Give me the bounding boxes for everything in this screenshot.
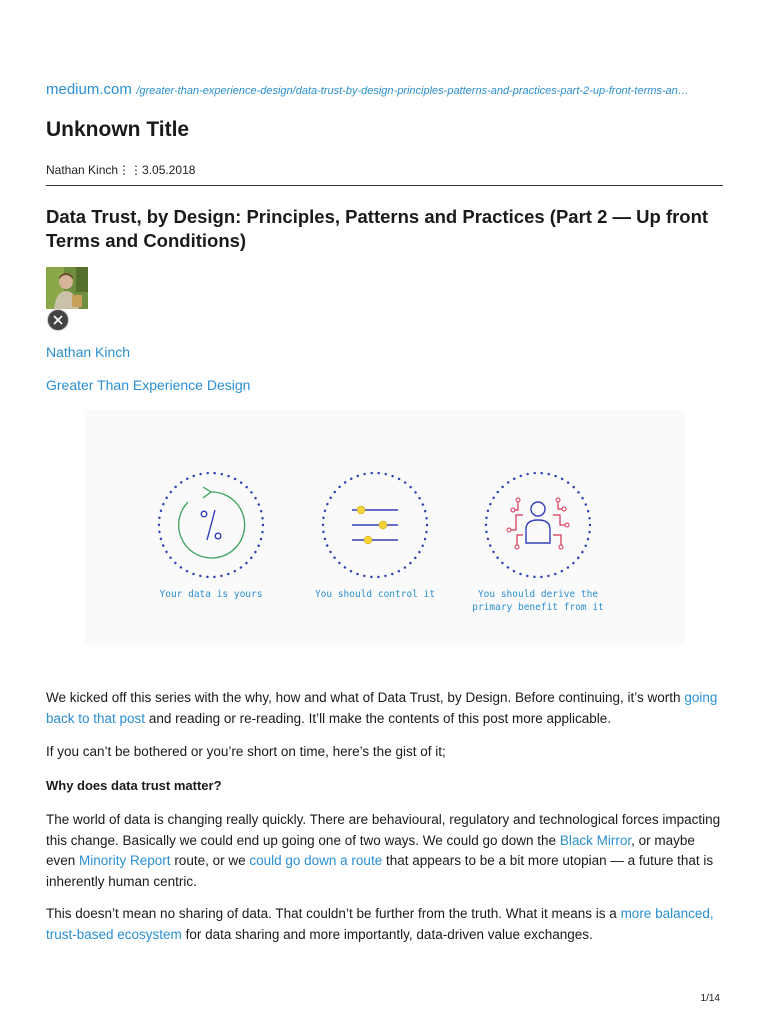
document-title: Unknown Title (46, 118, 190, 141)
text-segment: and reading or re-reading. It’ll make the contents of this post more applicable. (145, 710, 612, 726)
article-title: Data Trust, by Design: Principles, Patterns and Practices (Part 2 — Up front Terms and Conditions) (46, 206, 709, 251)
text-segment: , or maybe even (46, 832, 695, 868)
link-minority-report[interactable]: Minority Report (79, 853, 171, 868)
text-segment: that appears to be a bit more utopian — a future that is inherently human centric. (46, 853, 714, 889)
url-path[interactable]: /greater-than-experience-design/data-trust-by-design-principles-patterns-and-practices-part-2-up-front-terms-an… (136, 85, 689, 97)
caption-control: You should control it (314, 589, 436, 600)
text-segment: This doesn’t mean no sharing of data. That couldn’t be further from the truth. What it means is a (46, 906, 621, 921)
text-segment: We kicked off this series with the why, how and what of Data Trust, by Design. Before continuing, it’s worth (46, 690, 685, 705)
primary-benefit-icon (486, 473, 590, 577)
paragraph-world-of-data (46, 810, 726, 892)
text-segment: The world of data is changing really quickly. There are behavioural, regulatory and technological forces impacting this change. Basically we could end up going one of two ways. We could go down the (46, 812, 721, 848)
author-avatar[interactable] (46, 267, 88, 309)
paragraph-sharing (46, 904, 726, 945)
section-heading: Why does data trust matter? (46, 778, 222, 793)
source-url[interactable] (46, 81, 736, 99)
text-segment: route, or we (170, 853, 250, 868)
data-is-yours-icon (159, 473, 263, 577)
publication-link[interactable]: Greater Than Experience Design (46, 377, 251, 393)
hero-illustration (85, 410, 685, 645)
caption-data-yours: Your data is yours (159, 589, 263, 600)
publication-badge-icon (47, 309, 69, 331)
control-sliders-icon (323, 473, 427, 577)
caption-benefit: You should derive the primary benefit from it (472, 589, 604, 613)
author-link[interactable]: Nathan Kinch (46, 344, 131, 360)
paragraph-intro (46, 688, 726, 729)
url-domain[interactable]: medium.com (46, 81, 132, 98)
link-utopian-route[interactable]: could go down a route (249, 853, 383, 868)
text-segment: for data sharing and more importantly, data-driven value exchanges. (181, 926, 593, 942)
page-number: 1/14 (700, 993, 720, 1004)
byline: Nathan Kinch⋮⋮3.05.2018 (46, 163, 196, 177)
header-divider (46, 185, 723, 186)
link-balanced-ecosystem[interactable]: more balanced, trust-based ecosystem (46, 906, 714, 942)
link-black-mirror[interactable]: Black Mirror (559, 832, 632, 848)
paragraph-gist: If you can’t be bothered or you’re short on time, here’s the gist of it; (46, 744, 446, 759)
link-back-to-post[interactable]: going back to that post (46, 690, 718, 726)
